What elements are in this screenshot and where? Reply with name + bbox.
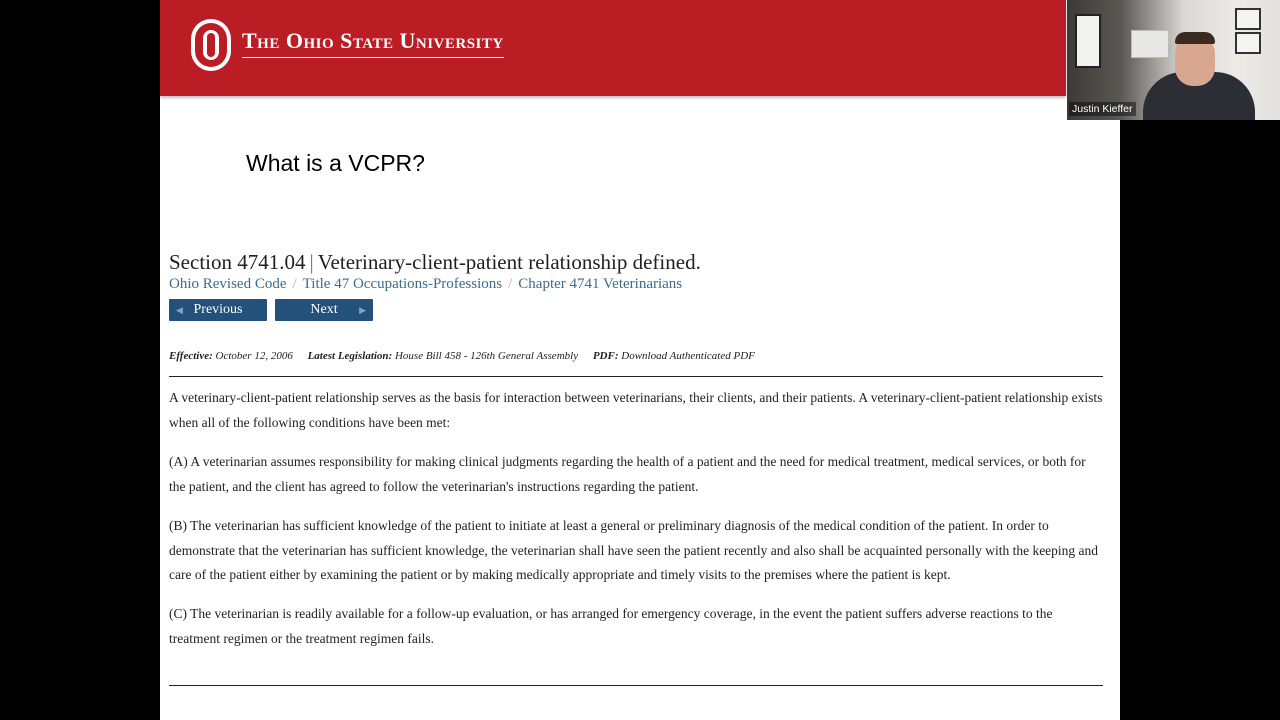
divider xyxy=(169,685,1103,686)
condition-c-paragraph: (C) The veterinarian is readily available for a follow-up evaluation, or has arranged for emergency coverage, in the event the patient suffers adverse reactions to the treatment regimen or the treatment regimen fails. xyxy=(169,606,1053,647)
effective-label: Effective: xyxy=(169,350,213,362)
presentation-slide xyxy=(160,0,1120,720)
effective-date: October 12, 2006 xyxy=(215,350,293,362)
intro-paragraph: A veterinary-client-patient relationship serves as the basis for interaction between veterinarians, their clients, and their patients. A veterinary-client-patient relationship exists when all of the following conditions have been met: xyxy=(169,390,1103,430)
university-wordmark: The Ohio State University xyxy=(242,28,504,58)
participant-name-label: Justin Kieffer xyxy=(1069,102,1136,116)
breadcrumb xyxy=(169,276,682,293)
next-label: Next xyxy=(310,302,338,317)
breadcrumb-separator: / xyxy=(292,276,297,292)
air-conditioner xyxy=(1131,30,1169,58)
pdf-download-link[interactable]: Download Authenticated PDF xyxy=(621,350,755,362)
participant-video-tile[interactable] xyxy=(1067,0,1280,120)
section-number: Section 4741.04 xyxy=(169,250,306,274)
breadcrumb-chapter-link[interactable]: Chapter 4741 Veterinarians xyxy=(518,276,683,292)
previous-label: Previous xyxy=(193,302,243,317)
university-banner xyxy=(160,0,1066,96)
section-heading xyxy=(169,250,701,275)
previous-button[interactable] xyxy=(169,299,267,321)
participant-hair xyxy=(1175,32,1215,44)
pdf-label: PDF: xyxy=(592,350,619,362)
wall-frame xyxy=(1075,14,1101,68)
section-metadata xyxy=(169,350,767,362)
breadcrumb-title-link[interactable]: Title 47 Occupations-Professions xyxy=(302,276,503,292)
legislation-value: House Bill 458 - 126th General Assembly xyxy=(394,350,579,362)
breadcrumb-code-link[interactable]: Ohio Revised Code xyxy=(169,276,287,292)
legislation-label: Latest Legislation: xyxy=(307,350,393,362)
arrow-right-icon: ▶ xyxy=(359,305,366,315)
section-body xyxy=(169,386,1105,666)
condition-a-paragraph: (A) A veterinarian assumes responsibility for making clinical judgments regarding the health of a patient and the need for medical treatment, medical services, or both for the patient, and the client has agreed to follow the veterinarian's instructions regarding the patient. xyxy=(169,453,1086,494)
block-o-logo xyxy=(191,19,231,71)
next-button[interactable] xyxy=(275,299,373,321)
wall-frame xyxy=(1235,8,1261,30)
condition-b-paragraph: (B) The veterinarian has sufficient knowledge of the patient to initiate at least a general or preliminary diagnosis of the medical condition of the patient. In order to demonstrate that the veterinarian has sufficient knowledge, the veterinarian shall have seen the patient recently and also shall be acquainted personally with the keeping and care of the patient either by examining the patient or by making medically appropriate and timely visits to the premises where the patient is kept. xyxy=(169,517,1099,583)
arrow-left-icon: ◀ xyxy=(176,305,183,315)
section-title: Veterinary-client-patient relationship defined. xyxy=(317,250,701,274)
breadcrumb-separator: / xyxy=(508,276,513,292)
wall-frame xyxy=(1235,32,1261,54)
divider xyxy=(169,376,1103,377)
slide-title: What is a VCPR? xyxy=(246,150,425,176)
heading-separator: | xyxy=(309,250,314,274)
